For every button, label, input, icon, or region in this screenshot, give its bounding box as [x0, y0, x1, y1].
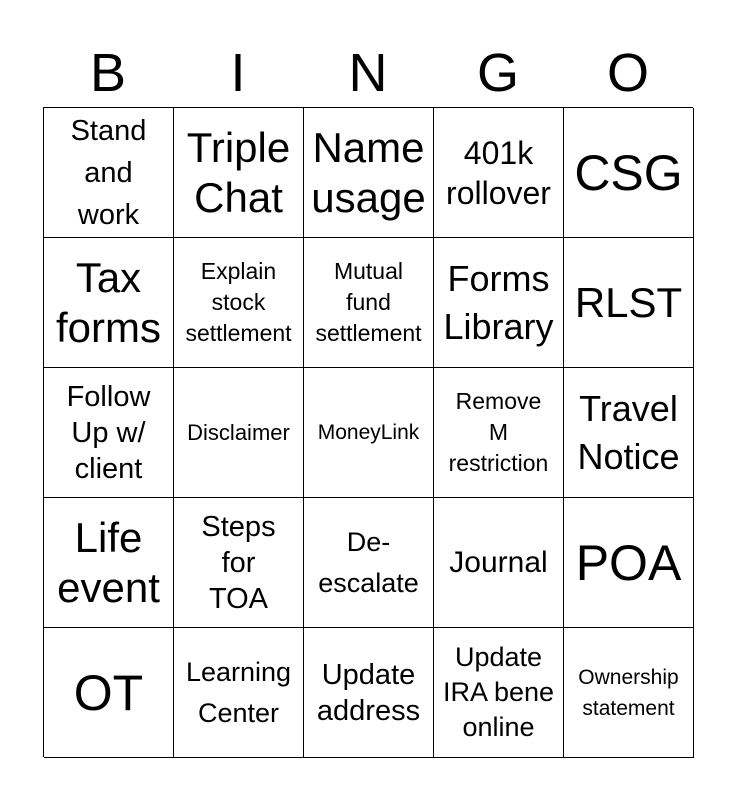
- bingo-cell[interactable]: [174, 238, 304, 368]
- cell-label: POA: [575, 534, 682, 591]
- cell-label: Triple Chat: [186, 123, 291, 221]
- cell-label: Travel Notice: [577, 387, 680, 477]
- bingo-cell[interactable]: [304, 368, 434, 498]
- bingo-cell[interactable]: [44, 238, 174, 368]
- header-letter-n: N: [348, 43, 388, 103]
- header-letter-b: B: [89, 43, 127, 103]
- cell-label: Mutual fund settlement: [315, 258, 422, 346]
- cell-label: Stand and work: [70, 114, 147, 231]
- bingo-cell[interactable]: [174, 498, 304, 628]
- cell-label: Life event: [57, 513, 160, 611]
- bingo-cell[interactable]: [44, 498, 174, 628]
- cell-label: CSG: [574, 144, 683, 201]
- bingo-cell[interactable]: [434, 108, 564, 238]
- cell-label: Name usage: [311, 123, 426, 221]
- cell-label: MoneyLink: [317, 421, 420, 444]
- bingo-cell[interactable]: [174, 368, 304, 498]
- bingo-header: [43, 40, 693, 106]
- bingo-cell[interactable]: [174, 628, 304, 758]
- bingo-cell[interactable]: [434, 498, 564, 628]
- bingo-cell[interactable]: [304, 108, 434, 238]
- cell-label: 401k rollover: [446, 134, 551, 211]
- cell-label: Tax forms: [56, 253, 161, 351]
- cell-label: Journal: [449, 546, 548, 579]
- bingo-cell[interactable]: [44, 108, 174, 238]
- header-letter-i: I: [230, 43, 246, 103]
- bingo-board: [43, 107, 693, 757]
- cell-label: Forms Library: [443, 257, 554, 347]
- cell-label: RLST: [574, 278, 683, 326]
- bingo-cell[interactable]: [564, 238, 694, 368]
- bingo-cell[interactable]: [434, 238, 564, 368]
- bingo-cell[interactable]: [304, 628, 434, 758]
- cell-label: Learning Center: [185, 656, 292, 728]
- bingo-cell[interactable]: [434, 628, 564, 758]
- bingo-cell[interactable]: [564, 498, 694, 628]
- header-letter-o: O: [606, 43, 649, 103]
- header-letter-g: G: [476, 43, 519, 103]
- cell-label: Update IRA bene online: [442, 642, 555, 742]
- cell-label: OT: [73, 664, 144, 721]
- bingo-cell[interactable]: [304, 498, 434, 628]
- bingo-cell[interactable]: [564, 628, 694, 758]
- bingo-cell[interactable]: [564, 368, 694, 498]
- bingo-cell[interactable]: [564, 108, 694, 238]
- cell-label: Disclaimer: [187, 420, 290, 445]
- bingo-cell[interactable]: [304, 238, 434, 368]
- bingo-cell[interactable]: [44, 368, 174, 498]
- cell-label: Explain stock settlement: [185, 258, 292, 346]
- cell-label: Ownership statement: [578, 665, 679, 720]
- bingo-cell[interactable]: [44, 628, 174, 758]
- cell-label: Remove M restriction: [448, 388, 549, 476]
- cell-label: Update address: [316, 658, 421, 727]
- cell-label: Follow Up w/ client: [66, 380, 151, 485]
- bingo-cell[interactable]: [434, 368, 564, 498]
- bingo-cell[interactable]: [174, 108, 304, 238]
- cell-label: De- escalate: [318, 526, 419, 598]
- cell-label: Steps for TOA: [201, 510, 276, 615]
